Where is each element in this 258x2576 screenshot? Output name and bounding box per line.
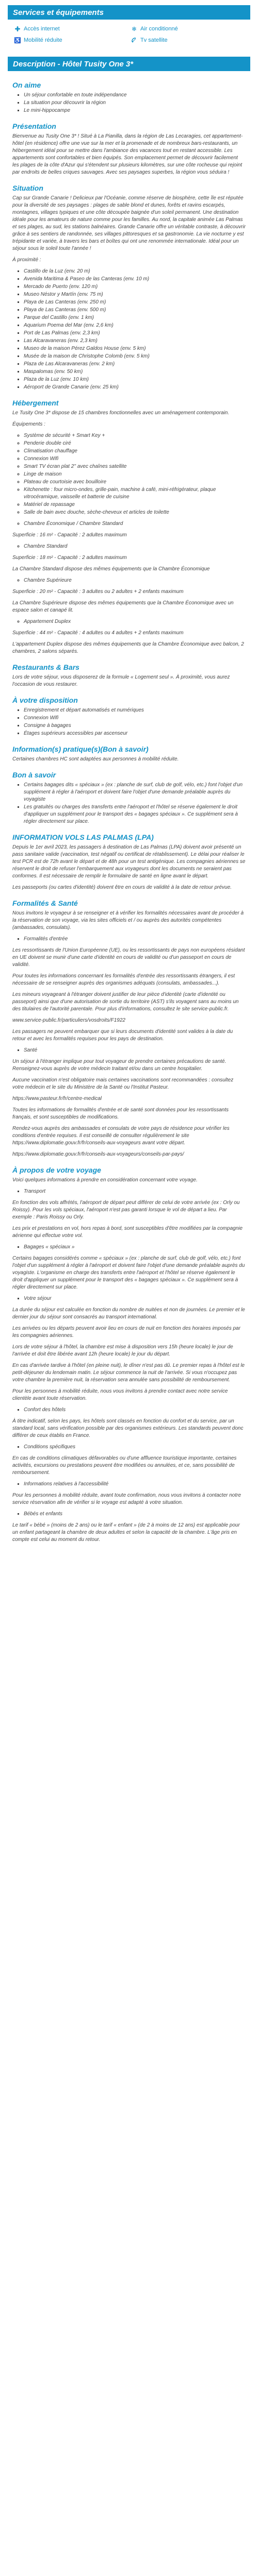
formalites-link[interactable]: www.service-public.fr/particuliers/vosdroits/F1922 [12, 1018, 125, 1023]
amenities-grid [0, 20, 258, 45]
list-item: ◦ Smart TV écran plat 2'' avec chaînes satellite [24, 463, 246, 470]
equipment-list [12, 432, 246, 516]
list-item: ▪ Plaza de la Luz (env. 10 km) [24, 376, 246, 383]
propos-sublist [12, 1406, 246, 1414]
description-header [8, 57, 250, 71]
sante-paragraph: Rendez-vous auprès des ambassades et consulats de votre pays de résidence pour vérifier les conditions d'entrée requises. Il est conseillé de consulter régulièrement le site https://www.diplomatie.gouv.fr/fr/conseils-aux-voyageurs avant votre départ. [12, 1126, 230, 1146]
room-surface: Superficie : 20 m² - Capacité : 3 adultes ou 2 adultes + 2 enfants maximum [12, 589, 184, 595]
list-item: ◦ Matériel de repassage [24, 501, 246, 509]
propos-sublist [12, 1511, 246, 1518]
fan-icon [14, 26, 21, 32]
list-item: ▪ La situation pour découvrir la région [24, 99, 246, 107]
list-item: ▪ Votre séjour [24, 1295, 246, 1302]
room-list-4 [12, 618, 246, 625]
list-item: ◦ Système de sécurité + Smart Key + [24, 432, 246, 439]
section-heading-formalites: Formalités & Santé [12, 899, 78, 907]
list-item: ▪ Castillo de la Luz (env. 20 m) [24, 268, 246, 275]
list-item: ▪ Étages supérieurs accessibles par ascenseur [24, 730, 246, 737]
section-heading-covid: INFORMATION VOLS LAS PALMAS (LPA) [12, 833, 154, 841]
propos-paragraph: À titre indicatif, selon les pays, les hôtels sont classés en fonction du confort et du service, par un standard local, sans vérification possible par des organismes extérieurs. Les standards peuvent donc différer de ceux établis en France. [12, 1418, 244, 1438]
propos-paragraph: En cas de conditions climatiques défavorables ou d'une affluence touristique importante, certaines activités, excursions ou prestations peuvent être modifiées ou annulées, et ce, sans possibilité de remboursement. [12, 1455, 237, 1476]
list-item: ▪ Bagages « spéciaux » [24, 1244, 246, 1251]
sante-list [12, 1047, 246, 1054]
formalites-list [12, 936, 246, 943]
hebergement-intro: Le Tusity One 3* dispose de 15 chambres fonctionnelles avec un aménagement contemporain. [12, 410, 230, 416]
satellite-icon [131, 37, 137, 43]
list-item: ▪ Port de Las Palmas (env. 2,3 km) [24, 330, 246, 337]
propos-paragraph: Pour les personnes à mobilité réduite, nous vous invitons à prendre contact avec notre service clientèle avant toute réservation. [12, 1388, 228, 1401]
section-heading-propos: À propos de votre voyage [12, 1166, 101, 1174]
pratique-text: Certaines chambres HC sont adaptées aux personnes à mobilité réduite. [12, 756, 179, 762]
list-item: ◦ Penderie double ciré [24, 440, 246, 447]
description-title: Description - Hôtel Tusity One 3* [13, 59, 134, 69]
propos-sublist [12, 1244, 246, 1251]
list-item: ▪ Certains bagages dits « spéciaux » (ex : planche de surf, club de golf, vélo, etc.) font l'objet d'un supplément à régler à l'aéroport et doivent faire l'objet d'une demande préalable auprès du voyagiste [24, 782, 246, 803]
list-item: ▪ Conditions spécifiques [24, 1444, 246, 1451]
propos-paragraph: Les prix et prestations en vol, hors repas à bord, sont susceptibles d'être modifiées par la compagnie aérienne qui effectue votre vol. [12, 1226, 243, 1239]
propos-sublist [12, 1481, 246, 1488]
list-item: ◦ Salle de bain avec douche, sèche-cheveux et articles de toilette [24, 509, 246, 516]
list-item: ▪ Un séjour confortable en toute indépendance [24, 92, 246, 99]
nearby-label: À proximité : [12, 257, 41, 263]
list-item: ◦ Kitchenette : four micro-ondes, grille-pain, machine à café, mini-réfrigérateur, plaque vitrocéramique, vaisselle et batterie de cuisine [24, 486, 246, 501]
propos-paragraph: Certains bagages considérés comme « spéciaux » (ex : planche de surf, club de golf, vélo, etc.) font l'objet d'un supplément à régler à l'aéroport et doivent faire l'objet d'une demande préalable auprès du voyagiste. L'organisme en charge des transferts entre l'aéroport et l'hôtel se réserve également le droit d'appliquer un supplément pour le transport des « bagages spéciaux ». Ce supplément sera à régler directement sur place. [12, 1256, 245, 1290]
propos-paragraph: Pour les personnes à mobilité réduite, avant toute confirmation, nous vous invitons à contacter notre service réservation afin de vérifier si le voyage est adapté à votre situation. [12, 1493, 241, 1505]
propos-list [12, 1188, 246, 1195]
sante-paragraph: Un séjour à l'étranger implique pour tout voyageur de prendre certaines précautions de santé. Renseignez-vous auprès de votre médecin traitant et/ou dans un centre hospitalier. [12, 1059, 227, 1072]
disposition-list [12, 707, 246, 737]
list-item: ▪ Parque del Castillo (env. 1 km) [24, 314, 246, 321]
propos-sublist [12, 1444, 246, 1451]
list-item: ▪ Santé [24, 1047, 246, 1054]
list-item: ▪ Musée de la maison de Christophe Colomb (env. 5 km) [24, 353, 246, 360]
room-surface: Superficie : 18 m² - Capacité : 2 adultes maximum [12, 555, 127, 561]
description-content [0, 71, 258, 1544]
list-item: ◦ Linge de maison [24, 471, 246, 478]
section-heading-hebergement: Hébergement [12, 399, 59, 407]
list-item: ▪ Museo de la maison Pérez Galdos House (env. 5 km) [24, 345, 246, 352]
presentation-text: Bienvenue au Tusity One 3* ! Situé à La Pianilla, dans la région de Las Lecaragies, cet appartement-hôtel (en résidence) offre une vue sur la mer et la promenade et de nombreux bars-restaurants, un hébergement idéal pour se mettre dans l'ambiance des vacances tout en restant accessible. Les appartements sont confortables et bien équipés. Son emplacement permet de découvrir facilement les plages de la côte d'Azur qui s'étendent sur plusieurs kilomètres, sur une côte rocheuse qui rejoint par endroits de belles criques sauvages. Avec ses paysages superbes, la région vous séduira ! [12, 133, 243, 175]
covid-text-2: Les passeports (ou cartes d'identité) doivent être en cours de validité à la date de retour prévue. [12, 885, 232, 890]
formalites-paragraph: Pour toutes les informations concernant les formalités d'entrée des ressortissants étrangers, il est nécessaire de se renseigner auprès des organismes adéquats (consulats, ambassades...). [12, 973, 235, 986]
list-item: ◦ Plateau de courtoisie avec bouilloire [24, 479, 246, 486]
sante-link[interactable]: https://www.diplomatie.gouv.fr/fr/conseils-aux-voyageurs/conseils-par-pays/ [12, 1151, 184, 1157]
section-heading-restaurants: Restaurants & Bars [12, 663, 79, 671]
list-item: ▪ Las Alcaravaneras (env. 2,3 km) [24, 337, 246, 345]
list-item: ▪ Aquarium Poema del Mar (env. 2,6 km) [24, 322, 246, 329]
snowflake-icon: ✻ [132, 26, 137, 32]
page [0, 5, 258, 1544]
list-item: ▪ Informations relatives à l'accessibilité [24, 1481, 246, 1488]
propos-paragraph: La durée du séjour est calculée en fonction du nombre de nuitées et non de journées. Le premier et le dernier jour du séjour sont consacrés au transport international. [12, 1307, 245, 1320]
services-header [8, 5, 250, 20]
room-name: ◦ Chambre Supérieure [24, 577, 246, 584]
room-name: ◦ Chambre Standard [24, 543, 246, 550]
section-heading-presentation: Présentation [12, 122, 56, 130]
formalites-paragraph: Les ressortissants de l'Union Européenne (UE), ou les ressortissants de pays non européens résidant en UE doivent se munir d'une carte d'identité en cours de validité ou d'un passeport en cours de validité. [12, 947, 245, 968]
list-item: ▪ Le mini-hippocampe [24, 107, 246, 114]
propos-paragraph: Les arrivées ou les départs peuvent avoir lieu en cours de nuit en fonction des horaires imposés par les compagnies aériennes. [12, 1326, 240, 1338]
amenity-internet [14, 26, 131, 32]
propos-sublist [12, 1295, 246, 1302]
amenity-wheelchair [14, 37, 131, 43]
section-heading-disposition: À votre disposition [12, 696, 78, 704]
sante-paragraph: Toutes les informations de formalités d'entrée et de santé sont données pour les ressortissants français, et sont susceptibles de modifications. [12, 1107, 229, 1120]
list-item: ▪ Museo Néstor y Martín (env. 75 m) [24, 291, 246, 298]
list-item: ▪ Les gratuités ou charges des transferts entre l'aéroport et l'hôtel se réserve également le droit d'appliquer un supplément pour le transport des « bagages spéciaux ». Ce supplément sera à régler directement sur place. [24, 804, 246, 825]
room-note: L'appartement Duplex dispose des mêmes équipements que la Chambre Économique avec balcon, 2 chambres, 2 salons séparés. [12, 641, 244, 654]
section-heading-pratique: Information(s) pratique(s)(Bon à savoir) [12, 745, 149, 753]
room-list-3 [12, 577, 246, 584]
propos-paragraph: En fonction des vols affrétés, l'aéroport de départ peut différer de celui de votre arrivée (ex : Orly ou Roissy). Pour les vols spéciaux, l'aéroport n'est pas garanti lorsque le vol de départ a lieu. Par exemple : Paris Roissy ou Orly. [12, 1200, 240, 1220]
list-item: ▪ Plaza de Las Alcaravaneras (env. 2 km) [24, 361, 246, 368]
wheelchair-icon: ♿ [14, 37, 21, 44]
amenity-label: Air conditionné [140, 26, 178, 32]
room-surface: Superficie : 44 m² - Capacité : 4 adultes ou 4 adultes + 2 enfants maximum [12, 630, 184, 636]
room-note: La Chambre Standard dispose des mêmes équipements que la Chambre Économique [12, 566, 210, 572]
list-item: ▪ Connexion Wifi [24, 715, 246, 722]
list-item: ▪ Bébés et enfants [24, 1511, 246, 1518]
list-item: ▪ Aéroport de Grande Canarie (env. 25 km) [24, 384, 246, 391]
list-item: ▪ Playa de Las Canteras (env. 250 m) [24, 299, 246, 306]
list-item: ▪ Enregistrement et départ automatisés et numériques [24, 707, 246, 714]
services-title: Services et équipements [13, 8, 104, 17]
on-aime-list [12, 92, 246, 114]
list-item: ▪ Formalités d'entrée [24, 936, 246, 943]
restaurants-text: Lors de votre séjour, vous disposerez de la formule « Logement seul ». À proximité, vous aurez l'occasion de vous restaurer. [12, 674, 230, 687]
propos-paragraph: En cas d'arrivée tardive à l'hôtel (en pleine nuit), le dîner n'est pas dû. Le premier repas à l'hôtel est le petit-déjeuner du lendemain matin. Le séjour commence la nuit de l'arrivée. Si vous n'occupez pas votre chambre la première nuit, la réservation sera annulée sans possibilité de remboursement. [12, 1363, 245, 1383]
formalites-paragraph: Les mineurs voyageant à l'étranger doivent justifier de leur pièce d'identité (carte d'identité ou passeport) ainsi que d'une autorisation de sortie du territoire (AST) s'ils voyagent sans au moins un des titulaires de l'autorité parentale. Pour plus d'informations, consultez le site service-public.fr. [12, 992, 239, 1012]
list-item: ▪ Transport [24, 1188, 246, 1195]
room-name: ◦ Chambre Économique / Chambre Standard [24, 520, 246, 528]
room-name: ◦ Appartement Duplex [24, 618, 246, 625]
formalites-text: Nous invitons le voyageur à se renseigner et à vérifier les formalités nécessaires avant de procéder à la réservation de son voyage, via les sites officiels et / ou auprès des autorités compétentes (ambassades, consulats). [12, 910, 244, 930]
room-list-2 [12, 543, 246, 550]
amenity-satellite [131, 37, 248, 43]
section-heading-on-aime: On aime [12, 81, 41, 89]
amenity-aircon [131, 26, 248, 32]
list-item: ▪ Mercado de Puerto (env. 120 m) [24, 283, 246, 291]
bon-savoir-list [12, 782, 246, 825]
room-list-1 [12, 520, 246, 528]
propos-paragraph: Le tarif « bébé » (moins de 2 ans) ou le tarif « enfant » (de 2 à moins de 12 ans) est applicable pour un enfant partageant la chambre de deux adultes et selon la capacité de la chambre. L'âge pris en compte est celui au moment du retour. [12, 1522, 240, 1543]
covid-text: Depuis le 1er avril 2023, les passagers à destination de Las Palmas (LPA) doivent avoir présenté un pass sanitaire valide (vaccination, test négatif ou certificat de rétablissement). Le délai pour réaliser le test PCR est de 72h avant le départ et de 48h pour un test antigénique. Les compagnies aériennes se réservent le droit de refuser l'embarquement aux voyageurs dont les documents ne seraient pas conformes. Il est nécessaire de remplir le formulaire de santé en ligne avant le départ. [12, 844, 246, 879]
section-heading-bon-savoir: Bon à savoir [12, 771, 56, 779]
list-item: ◦ Connexion Wifi [24, 455, 246, 463]
list-item: ▪ Consigne à bagages [24, 722, 246, 730]
section-heading-situation: Situation [12, 184, 43, 192]
room-surface: Superficie : 16 m² - Capacité : 2 adultes maximum [12, 532, 127, 538]
nearby-list [12, 268, 246, 391]
propos-intro: Voici quelques informations à prendre en considération concernant votre voyage. [12, 1177, 198, 1183]
equipment-label: Équipements : [12, 421, 45, 427]
room-note: La Chambre Supérieure dispose des mêmes équipements que la Chambre Économique avec un espace salon et canapé lit. [12, 600, 234, 613]
situation-text: Cap sur Grande Canarie ! Delicieux par l'Océanie, comme réserve de biosphère, cette île est réputée pour la diversité de ses paysages : plages de sable blond et dunes, forêts et ravins escarpés, montagnes, villages typiques et une côte découpée baignée d'un soleil permanent. Une destination idéale pour les amateurs de nature comme pour les familles. Au nord, la capitale animée Las Palmas et ses plages, au sud, les stations balnéaires. Grande Canarie offre un véritable contraste, à découvrir grâce à ses sentiers de randonnée, ses villages pittoresques et sa gastronomie. La vie nocturne y est trépidante et variée, à travers les bars et boîtes qui ont une renommée internationale. Idéal pour un séjour sous le soleil toute l'année ! [12, 195, 246, 251]
sante-link[interactable]: https://www.pasteur.fr/fr/centre-medical [12, 1096, 102, 1101]
formalites-paragraph: Les passagers ne peuvent embarquer que si leurs documents d'identité sont valides à la date du retour et avec les formalités requises pour les pays de destination. [12, 1029, 233, 1042]
amenity-label: Mobilité réduite [24, 37, 62, 43]
amenity-label: Accès internet [24, 26, 60, 32]
amenity-label: Tv satellite [140, 37, 168, 43]
list-item: ◦ Climatisation chauffage [24, 448, 246, 455]
list-item: ▪ Confort des hôtels [24, 1406, 246, 1414]
propos-paragraph: Lors de votre séjour à l'hôtel, la chambre est mise à disposition vers 15h (heure locale) le jour de l'arrivée et doit être libérée avant 12h (heure locale) le jour du départ. [12, 1344, 233, 1357]
sante-paragraph: Aucune vaccination n'est obligatoire mais certaines vaccinations sont recommandées : consultez votre médecin et le site du Ministère de la Santé ou l'Institut Pasteur. [12, 1077, 234, 1090]
list-item: ▪ Avenida Maritima & Paseo de las Canteras (env. 10 m) [24, 276, 246, 283]
list-item: ▪ Maspalomas (env. 50 km) [24, 368, 246, 376]
list-item: ▪ Playa de Las Canteras (env. 500 m) [24, 307, 246, 314]
